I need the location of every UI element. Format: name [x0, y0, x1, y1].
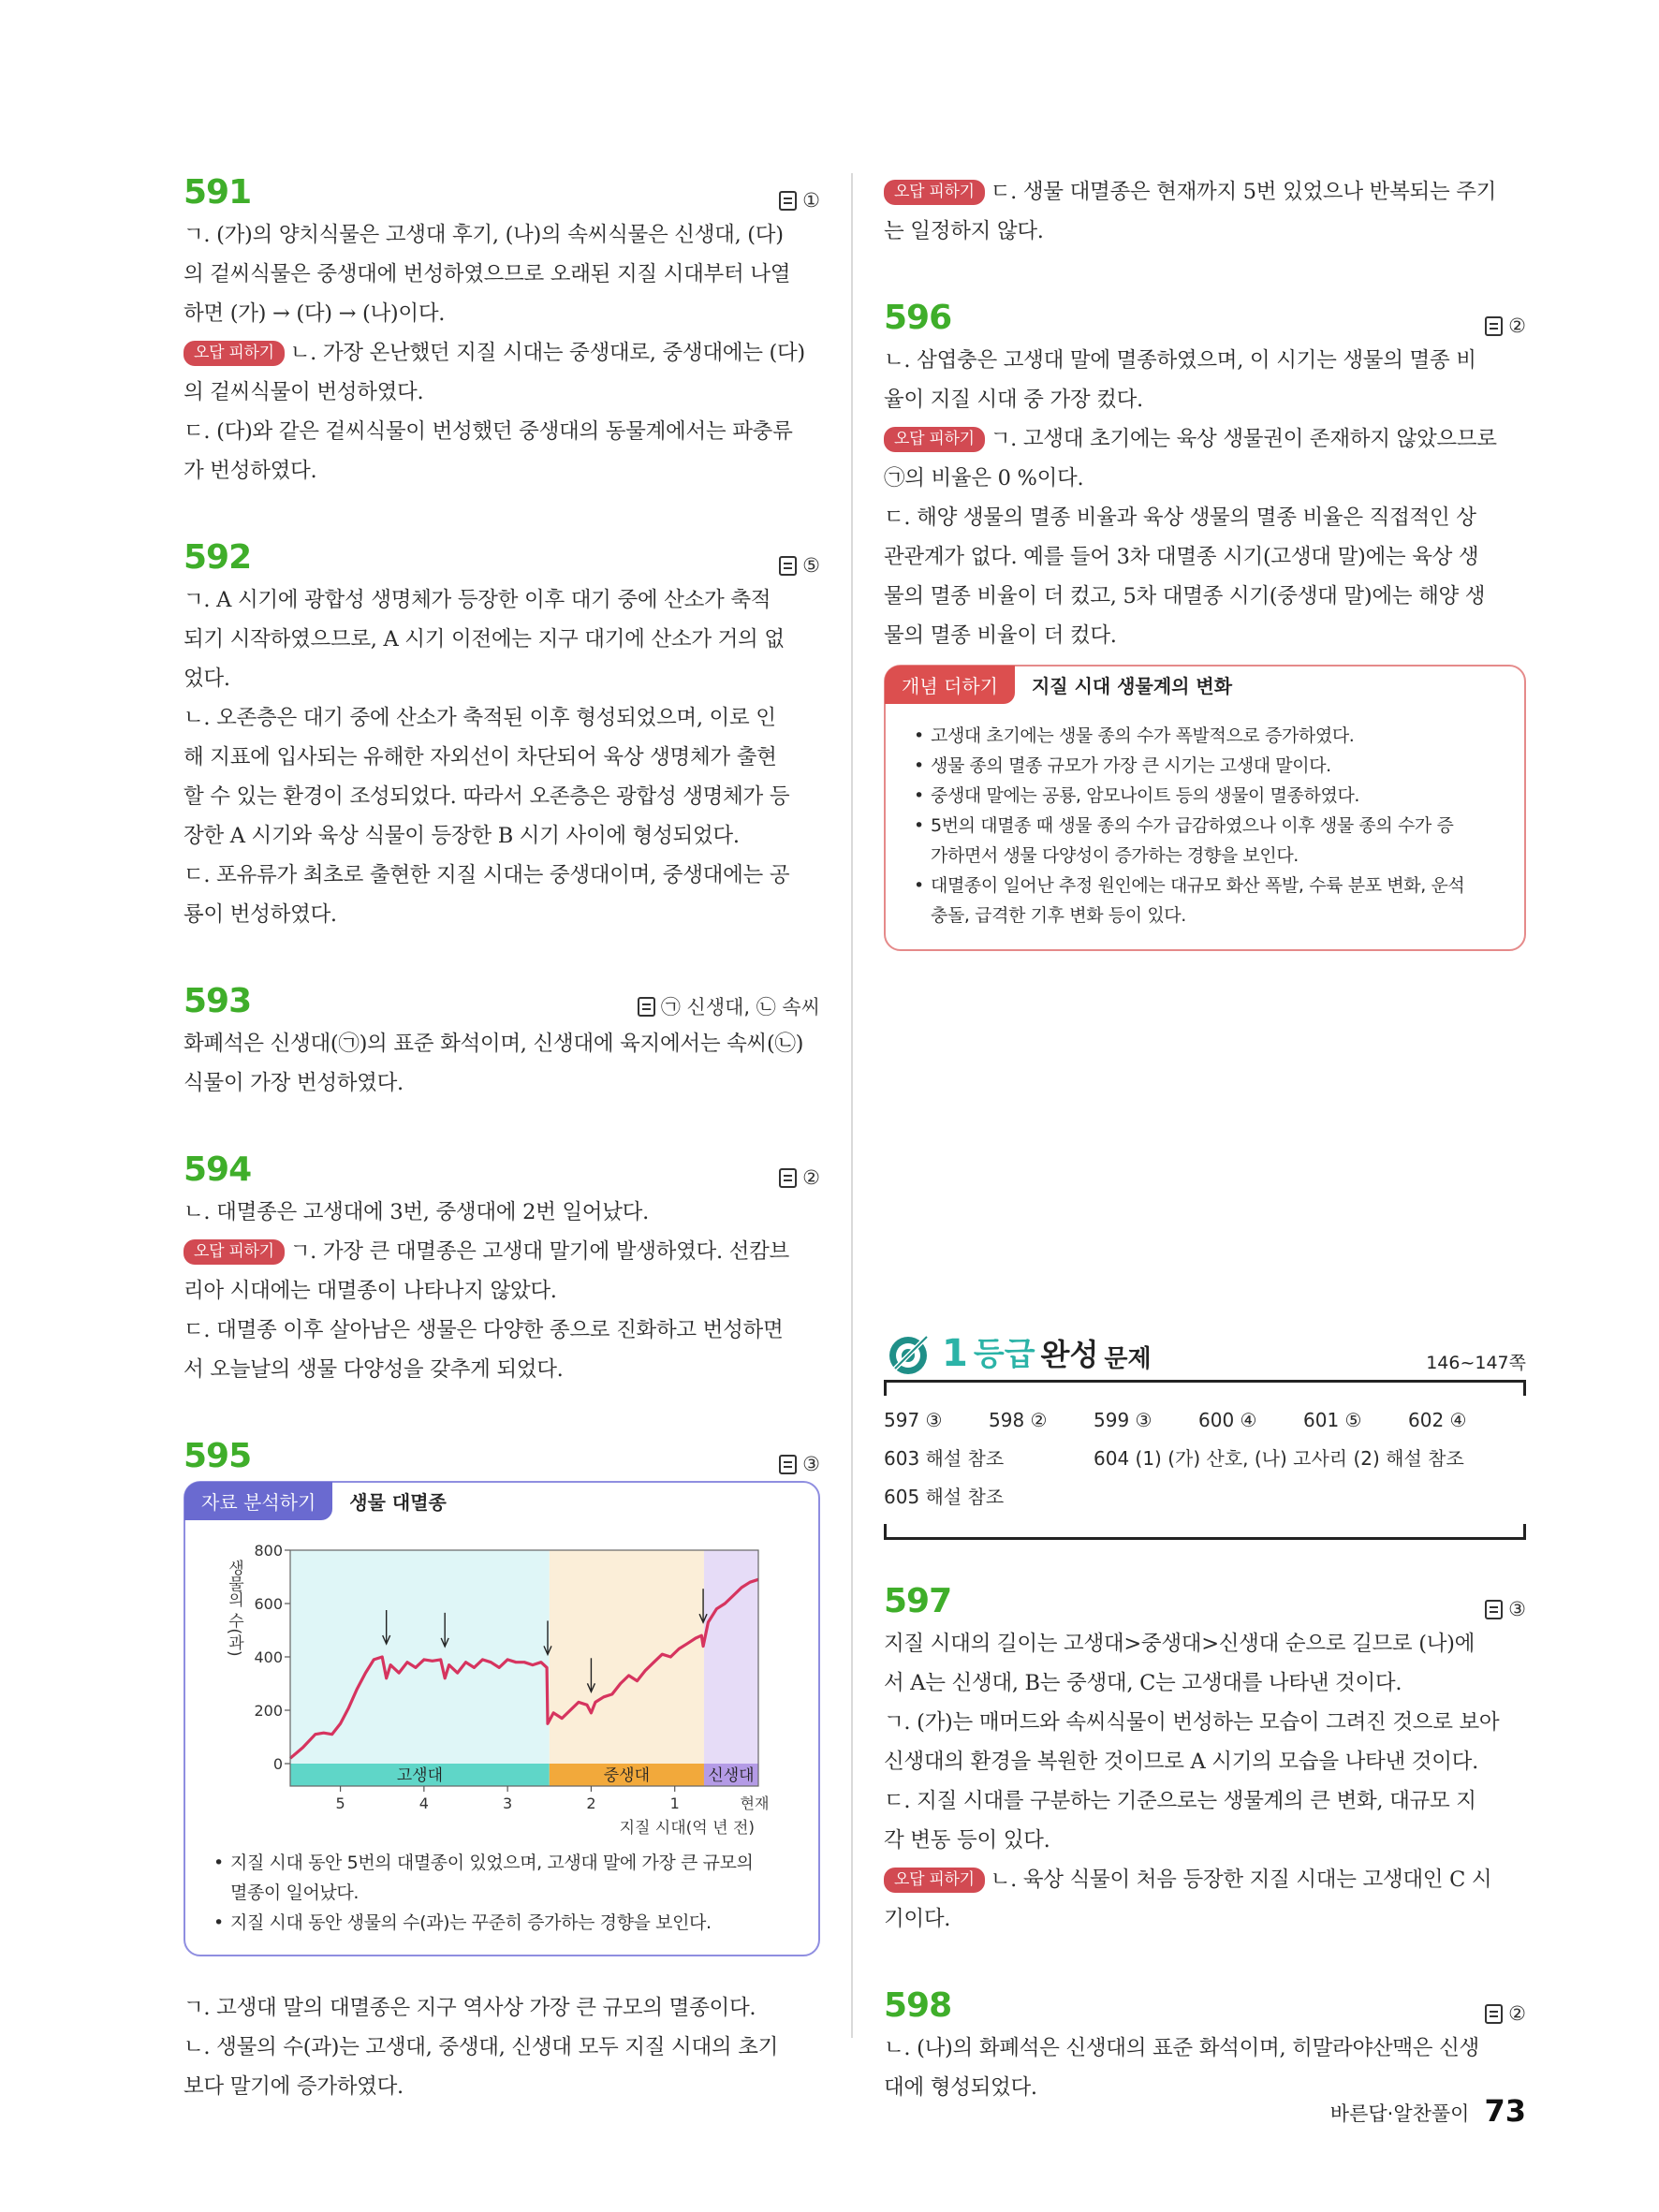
text-line: 각 변동 등이 있다. — [884, 1828, 1050, 1853]
text-line: ㉠의 비율은 0 %이다. — [884, 466, 1084, 491]
text-line: 기이다. — [884, 1907, 951, 1931]
concept-bullet: • 고생대 초기에는 생물 종의 수가 폭발적으로 증가하였다. — [914, 721, 1500, 751]
text-line: 오답 피하기 ㄴ. 육상 식물이 처음 등장한 지질 시대는 고생대인 C 시 — [884, 1860, 1526, 1899]
concept-bullet: • 대멸종이 일어난 추정 원인에는 대규모 화산 폭발, 수륙 분포 변화, 운석 충돌, 급격한 기후 변화 등이 있다. — [914, 871, 1500, 930]
text-line: ㄱ. A 시기에 광합성 생명체가 등장한 이후 대기 중에 산소가 축적 — [184, 588, 771, 612]
question-number: 591 — [184, 173, 252, 212]
text-line: ㄷ. 대멸종 이후 살아남은 생물은 다양한 종으로 진화하고 번성하면 — [184, 1318, 784, 1342]
text-line: ㄴ. 대멸종은 고생대에 3번, 중생대에 2번 일어났다. — [184, 1200, 649, 1224]
target-icon — [884, 1327, 936, 1374]
x-tick-label: 3 — [503, 1795, 513, 1812]
text-line: ㄱ. 고생대 말의 대멸종은 지구 역사상 가장 큰 규모의 멸종이다. — [184, 1996, 756, 2020]
answer-key-item: 603 해설 참조 — [884, 1447, 1005, 1470]
wrong-answer-tag: 오답 피하기 — [884, 1868, 985, 1893]
text-line: 물의 멸종 비율이 더 컸고, 5차 대멸종 시기(중생대 말)에는 해양 생 — [884, 584, 1486, 608]
grade-section — [884, 1322, 1526, 1540]
text-line: 물의 멸종 비율이 더 컸다. — [884, 623, 1117, 648]
text-line: ㄱ. (가)는 매머드와 속씨식물이 번성하는 모습이 그려진 것으로 보아 — [884, 1710, 1500, 1735]
text-line: ㄷ. (다)와 같은 겉씨식물이 번성했던 중생대의 동물계에서는 파충류 — [184, 419, 793, 444]
concept-bullet: • 중생대 말에는 공룡, 암모나이트 등의 생물이 멸종하였다. — [914, 781, 1500, 811]
era-background — [550, 1550, 704, 1764]
text-line: ㄴ. (나)의 화폐석은 신생대의 표준 화석이며, 히말라야산맥은 신생 — [884, 2036, 1479, 2060]
era-background — [290, 1550, 550, 1764]
grade-title — [884, 1327, 1152, 1374]
question-number: 593 — [184, 982, 252, 1020]
analysis-bullet: • 지질 시대 동안 5번의 대멸종이 있었으며, 고생대 말에 가장 큰 규모의 멸종이 일어났다. — [213, 1848, 794, 1908]
analysis-bullet: • 지질 시대 동안 생물의 수(과)는 꾸준히 증가하는 경향을 보인다. — [213, 1908, 794, 1938]
answer-key-item: 597 ③ — [884, 1409, 943, 1431]
text-line: 신생대의 환경을 복원한 것이므로 A 시기의 모습을 나타낸 것이다. — [884, 1750, 1478, 1774]
y-tick-label: 800 — [254, 1542, 283, 1560]
text-line: 는 일정하지 않다. — [884, 219, 1044, 243]
bracket-bottom — [884, 1524, 1526, 1540]
question-number: 595 — [184, 1437, 252, 1475]
text-line: 리아 시대에는 대멸종이 나타나지 않았다. — [184, 1279, 557, 1303]
x-tick-label: 2 — [586, 1795, 596, 1812]
text-line: 화폐석은 신생대(㉠)의 표준 화석이며, 신생대에 육지에서는 속씨(㉡) — [184, 1032, 804, 1056]
text-line: 오답 피하기 ㄷ. 생물 대멸종은 현재까지 5번 있었으나 반복되는 주기 — [884, 172, 1526, 212]
text-line: 서 오늘날의 생물 다양성을 갖추게 되었다. — [184, 1357, 564, 1382]
text-line: 해 지표에 입사되는 유해한 자외선이 차단되어 육상 생명체가 출현 — [184, 745, 777, 769]
question-595 — [184, 1432, 820, 2106]
text-line: 오답 피하기 ㄴ. 가장 온난했던 지질 시대는 중생대로, 중생대에는 (다) — [184, 333, 820, 373]
answer-key-item: 605 해설 참조 — [884, 1486, 1005, 1508]
question-number: 596 — [884, 299, 952, 337]
page-range: 146~147쪽 — [1426, 1353, 1526, 1373]
page-number: 73 — [1484, 2093, 1526, 2129]
concept-tag: 개념 더하기 — [885, 666, 1015, 704]
question-598 — [884, 1982, 1526, 2107]
grade-word: 완성 — [1040, 1337, 1099, 1372]
text-line: ㄴ. 삼엽충은 고생대 말에 멸종하였으며, 이 시기는 생물의 멸종 비 — [884, 348, 1476, 373]
text-line: 관관계가 없다. 예를 들어 3차 대멸종 시기(고생대 말)에는 육상 생 — [884, 545, 1479, 569]
page-footer — [1330, 2095, 1526, 2127]
answer: ③ — [1485, 1598, 1526, 1620]
answer-icon — [1485, 2004, 1503, 2024]
data-analysis-tag: 자료 분석하기 — [184, 1482, 332, 1520]
left-column — [184, 168, 820, 2106]
answer-key-item: 604 (1) (가) 산호, (나) 고사리 (2) 해설 참조 — [1094, 1447, 1464, 1470]
wrong-answer-tag: 오답 피하기 — [884, 180, 985, 205]
era-label: 신생대 — [708, 1766, 755, 1785]
text-line: ㄷ. 포유류가 최초로 출현한 지질 시대는 중생대이며, 중생대에는 공 — [184, 863, 790, 887]
answer: ③ — [779, 1453, 820, 1475]
text-line: 지질 시대의 길이는 고생대>중생대>신생대 순으로 길므로 (나)에 — [884, 1632, 1475, 1656]
text-line: ㄴ. 생물의 수(과)는 고생대, 중생대, 신생대 모두 지질 시대의 초기 — [184, 2035, 779, 2059]
text-line: 의 겉씨식물은 중생대에 번성하였으므로 오래된 지질 시대부터 나열 — [184, 262, 791, 286]
text-line: 룡이 번성하였다. — [184, 902, 337, 927]
answer-icon — [1485, 1600, 1503, 1619]
text-line: 의 겉씨식물이 번성하였다. — [184, 380, 424, 404]
text-line: 오답 피하기 ㄱ. 가장 큰 대멸종은 고생대 말기에 발생하였다. 선캄브 — [184, 1232, 820, 1271]
answer-icon — [638, 997, 655, 1017]
wrong-answer-tag: 오답 피하기 — [184, 1239, 285, 1265]
text-line: 서 A는 신생대, B는 중생대, C는 고생대를 나타낸 것이다. — [884, 1671, 1402, 1695]
grade-number: 1 — [942, 1332, 968, 1375]
question-number: 594 — [184, 1150, 252, 1189]
y-axis-label: 생물의 수(과) — [225, 1560, 243, 1657]
answer: ② — [1485, 315, 1526, 337]
question-597 — [884, 1577, 1526, 1939]
y-tick-label: 0 — [272, 1755, 283, 1773]
answer-key-item: 601 ⑤ — [1303, 1409, 1362, 1431]
question-594 — [184, 1146, 820, 1389]
answer-key-item: 598 ② — [989, 1409, 1048, 1431]
concept-box — [884, 665, 1526, 951]
question-number: 597 — [884, 1582, 952, 1620]
answer-icon — [779, 556, 797, 576]
x-axis-label: 지질 시대(억 년 전) — [619, 1819, 755, 1838]
text-line: ㄴ. 오존층은 대기 중에 산소가 축적된 이후 형성되었으며, 이로 인 — [184, 706, 776, 730]
question-596 — [884, 294, 1526, 951]
right-column — [884, 168, 1526, 2150]
grade-word: 등급 — [973, 1336, 1035, 1373]
question-number: 598 — [884, 1986, 952, 2025]
x-tick-label: 1 — [669, 1795, 680, 1812]
text-line: 었다. — [184, 667, 230, 691]
text-line: 되기 시작하였으므로, A 시기 이전에는 지구 대기에 산소가 거의 없 — [184, 627, 785, 652]
text-line: ㄱ. (가)의 양치식물은 고생대 후기, (나)의 속씨식물은 신생대, (다) — [184, 223, 784, 247]
text-line: 하면 (가) → (다) → (나)이다. — [184, 301, 446, 326]
wrong-answer-tag: 오답 피하기 — [184, 341, 285, 366]
answer-key-item: 602 ④ — [1408, 1409, 1467, 1431]
question-593 — [184, 977, 820, 1103]
text-line: 할 수 있는 환경이 조성되었다. 따라서 오존층은 광합성 생명체가 등 — [184, 784, 790, 809]
data-analysis-box — [184, 1481, 820, 1956]
extinction-chart — [185, 1524, 818, 1842]
answer-key-item: 599 ③ — [1094, 1409, 1152, 1431]
answer: ② — [1485, 2002, 1526, 2025]
y-tick-label: 200 — [254, 1702, 283, 1720]
era-label: 중생대 — [603, 1766, 651, 1785]
answer: ① — [779, 189, 820, 212]
question-595-continued — [884, 172, 1526, 251]
box-title: 지질 시대 생물계의 변화 — [1031, 675, 1233, 697]
y-tick-label: 400 — [254, 1648, 283, 1666]
answer-key-item: 600 ④ — [1198, 1409, 1257, 1431]
text-line: 장한 A 시기와 육상 식물이 등장한 B 시기 사이에 형성되었다. — [184, 824, 740, 848]
answer: ⑤ — [779, 554, 820, 577]
concept-bullet: • 생물 종의 멸종 규모가 가장 큰 시기는 고생대 말이다. — [914, 751, 1500, 781]
question-number: 592 — [184, 538, 252, 577]
wrong-answer-tag: 오답 피하기 — [884, 427, 985, 452]
box-title: 생물 대멸종 — [349, 1491, 447, 1514]
answer-icon — [779, 1168, 797, 1188]
question-592 — [184, 534, 820, 934]
era-label: 고생대 — [396, 1766, 444, 1785]
answer-key — [884, 1396, 1526, 1524]
text-line: 가 번성하였다. — [184, 459, 317, 483]
answer: ② — [779, 1166, 820, 1189]
answer-icon — [1485, 316, 1503, 336]
text-line: 오답 피하기 ㄱ. 고생대 초기에는 육상 생물권이 존재하지 않았으므로 — [884, 419, 1526, 459]
text-line: ㄷ. 해양 생물의 멸종 비율과 육상 생물의 멸종 비율은 직접적인 상 — [884, 505, 1476, 530]
text-line: 보다 말기에 증가하였다. — [184, 2074, 404, 2099]
text-line: 식물이 가장 번성하였다. — [184, 1071, 404, 1095]
answer-icon — [779, 191, 797, 211]
x-tick-label: 5 — [335, 1795, 345, 1812]
bracket-top — [884, 1380, 1526, 1396]
x-now-label: 현재 — [740, 1795, 770, 1812]
grade-word: 문제 — [1104, 1345, 1152, 1373]
answer-icon — [779, 1455, 797, 1474]
text-line: 율이 지질 시대 중 가장 컸다. — [884, 388, 1143, 412]
column-divider — [851, 173, 853, 2038]
concept-bullet: • 5번의 대멸종 때 생물 종의 수가 급감하였으나 이후 생물 종의 수가 증 가하면서 생물 다양성이 증가하는 경향을 보인다. — [914, 811, 1500, 871]
y-tick-label: 600 — [254, 1595, 283, 1613]
answer: ㉠ 신생대, ㉡ 속씨 — [638, 992, 820, 1020]
x-tick-label: 4 — [418, 1795, 429, 1812]
text-line: 대에 형성되었다. — [884, 2075, 1037, 2100]
footer-label: 바른답·알찬풀이 — [1329, 2102, 1470, 2125]
question-591 — [184, 168, 820, 491]
text-line: ㄷ. 지질 시대를 구분하는 기준으로는 생물계의 큰 변화, 대규모 지 — [884, 1789, 1476, 1813]
